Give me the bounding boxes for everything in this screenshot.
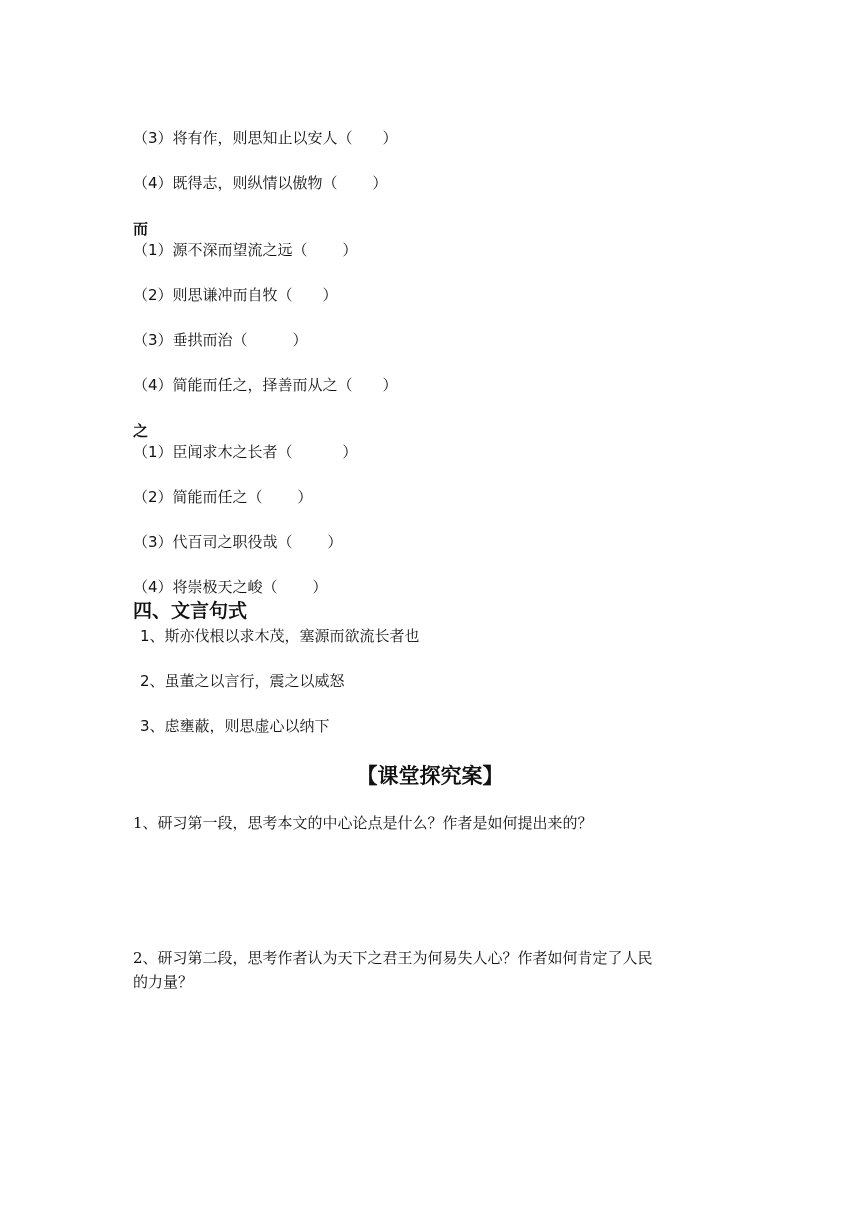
section4-item-3: 3、虑壅蔽，则思虚心以纳下 (140, 717, 330, 735)
er-item-1: （1）源不深而望流之远（ ） (133, 241, 358, 259)
inquiry-title: 【课堂探究案】 (356, 764, 504, 788)
zhi-item-1: （1）臣闻求木之长者（ ） (133, 443, 358, 461)
zhi-heading: 之 (133, 422, 149, 440)
section4-heading: 四、文言句式 (133, 600, 248, 622)
er-heading: 而 (133, 220, 149, 238)
section3-item-4: （4）既得志，则纵情以傲物（ ） (133, 174, 388, 192)
zhi-item-3: （3）代百司之职役哉（ ） (133, 533, 343, 551)
inquiry-question-2-line-1: 2、研习第二段，思考作者认为天下之君王为何易失人心？作者如何肯定了人民 (133, 949, 653, 967)
section3-item-3: （3）将有作，则思知止以安人（ ） (133, 129, 398, 147)
er-item-2: （2）则思谦冲而自牧（ ） (133, 286, 338, 304)
inquiry-question-2-line-2: 的力量？ (133, 973, 194, 991)
section4-item-1: 1、斯亦伐根以求木茂，塞源而欲流长者也 (140, 627, 420, 645)
zhi-item-4: （4）将崇极天之峻（ ） (133, 578, 328, 596)
er-item-4: （4）简能而任之，择善而从之（ ） (133, 376, 398, 394)
inquiry-question-1: 1、研习第一段，思考本文的中心论点是什么？作者是如何提出来的？ (133, 814, 593, 832)
er-item-3: （3）垂拱而治（ ） (133, 331, 308, 349)
zhi-item-2: （2）简能而任之（ ） (133, 488, 313, 506)
section4-item-2: 2、虽董之以言行，震之以威怒 (140, 672, 345, 690)
